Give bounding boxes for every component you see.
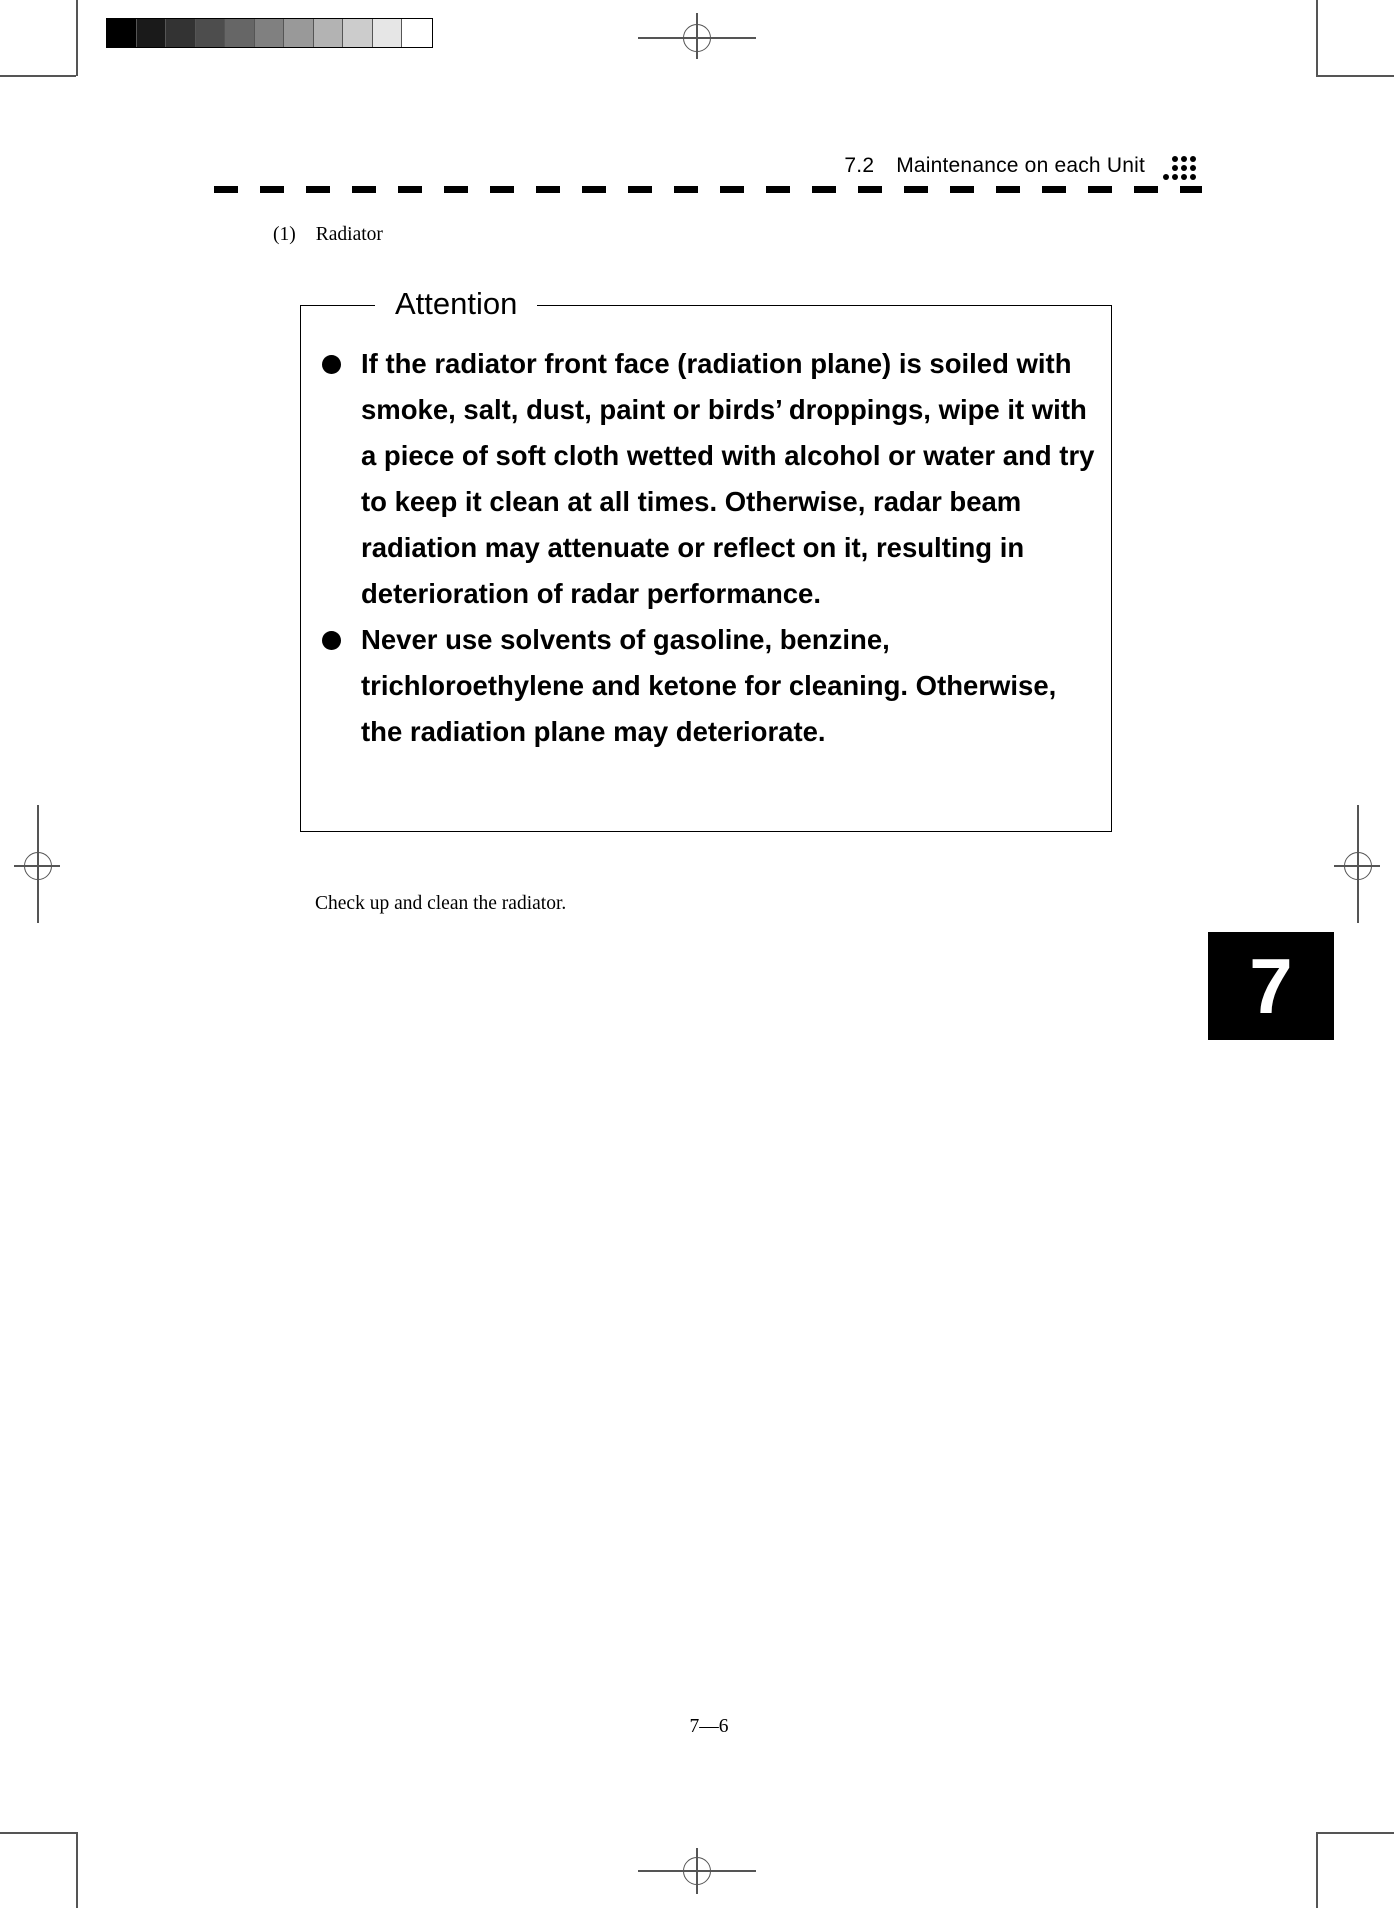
attention-item <box>322 617 1102 755</box>
subheading-title: Radiator <box>315 224 383 245</box>
calibration-strip <box>106 18 433 48</box>
crop-mark <box>76 0 78 76</box>
header-dashed-rule <box>214 186 1202 193</box>
registration-circle <box>683 24 711 52</box>
registration-circle <box>24 852 52 880</box>
attention-item-text: Never use solvents of gasoline, benzine, trichloroethylene and ketone for cleaning. Otherwise, the radiation plane may deteriorate. <box>361 624 1057 747</box>
section-title: Maintenance on each Unit <box>896 154 1145 177</box>
crop-mark <box>1316 1832 1394 1834</box>
calibration-swatch <box>137 19 167 47</box>
calibration-swatch <box>402 19 432 47</box>
attention-title: Attention <box>375 284 537 324</box>
body-paragraph: Check up and clean the radiator. <box>315 893 567 914</box>
page-number: 7―6 <box>689 1716 729 1737</box>
crop-mark <box>0 1832 76 1834</box>
crop-mark <box>76 1832 78 1908</box>
registration-circle <box>683 1857 711 1885</box>
crop-mark <box>1316 75 1394 77</box>
bullet-icon <box>322 355 341 374</box>
registration-circle <box>1344 852 1372 880</box>
calibration-swatch <box>196 19 226 47</box>
calibration-swatch <box>166 19 196 47</box>
calibration-swatch <box>284 19 314 47</box>
crop-mark <box>1316 1832 1318 1908</box>
calibration-swatch <box>255 19 285 47</box>
header-dots-icon <box>1160 152 1200 180</box>
calibration-swatch <box>314 19 344 47</box>
attention-list <box>322 341 1102 755</box>
calibration-swatch <box>373 19 403 47</box>
subheading <box>273 224 383 246</box>
chapter-tab: 7 <box>1208 932 1334 1040</box>
attention-item <box>322 341 1102 617</box>
crop-mark <box>1316 0 1318 76</box>
crop-mark <box>0 75 76 77</box>
running-header <box>844 154 1145 178</box>
section-number: 7.2 <box>844 154 875 177</box>
subheading-number: (1) <box>273 224 296 245</box>
calibration-swatch <box>107 19 137 47</box>
calibration-swatch <box>343 19 373 47</box>
bullet-icon <box>322 631 341 650</box>
calibration-swatch <box>225 19 255 47</box>
attention-item-text: If the radiator front face (radiation plane) is soiled with smoke, salt, dust, paint or birds’ droppings, wipe it with a piece of soft cloth wetted with alcohol or water and try to keep it clean at all times. Otherwise, radar beam radiation may attenuate or reflect on it, resulting in deterioration of radar performance. <box>361 348 1095 609</box>
